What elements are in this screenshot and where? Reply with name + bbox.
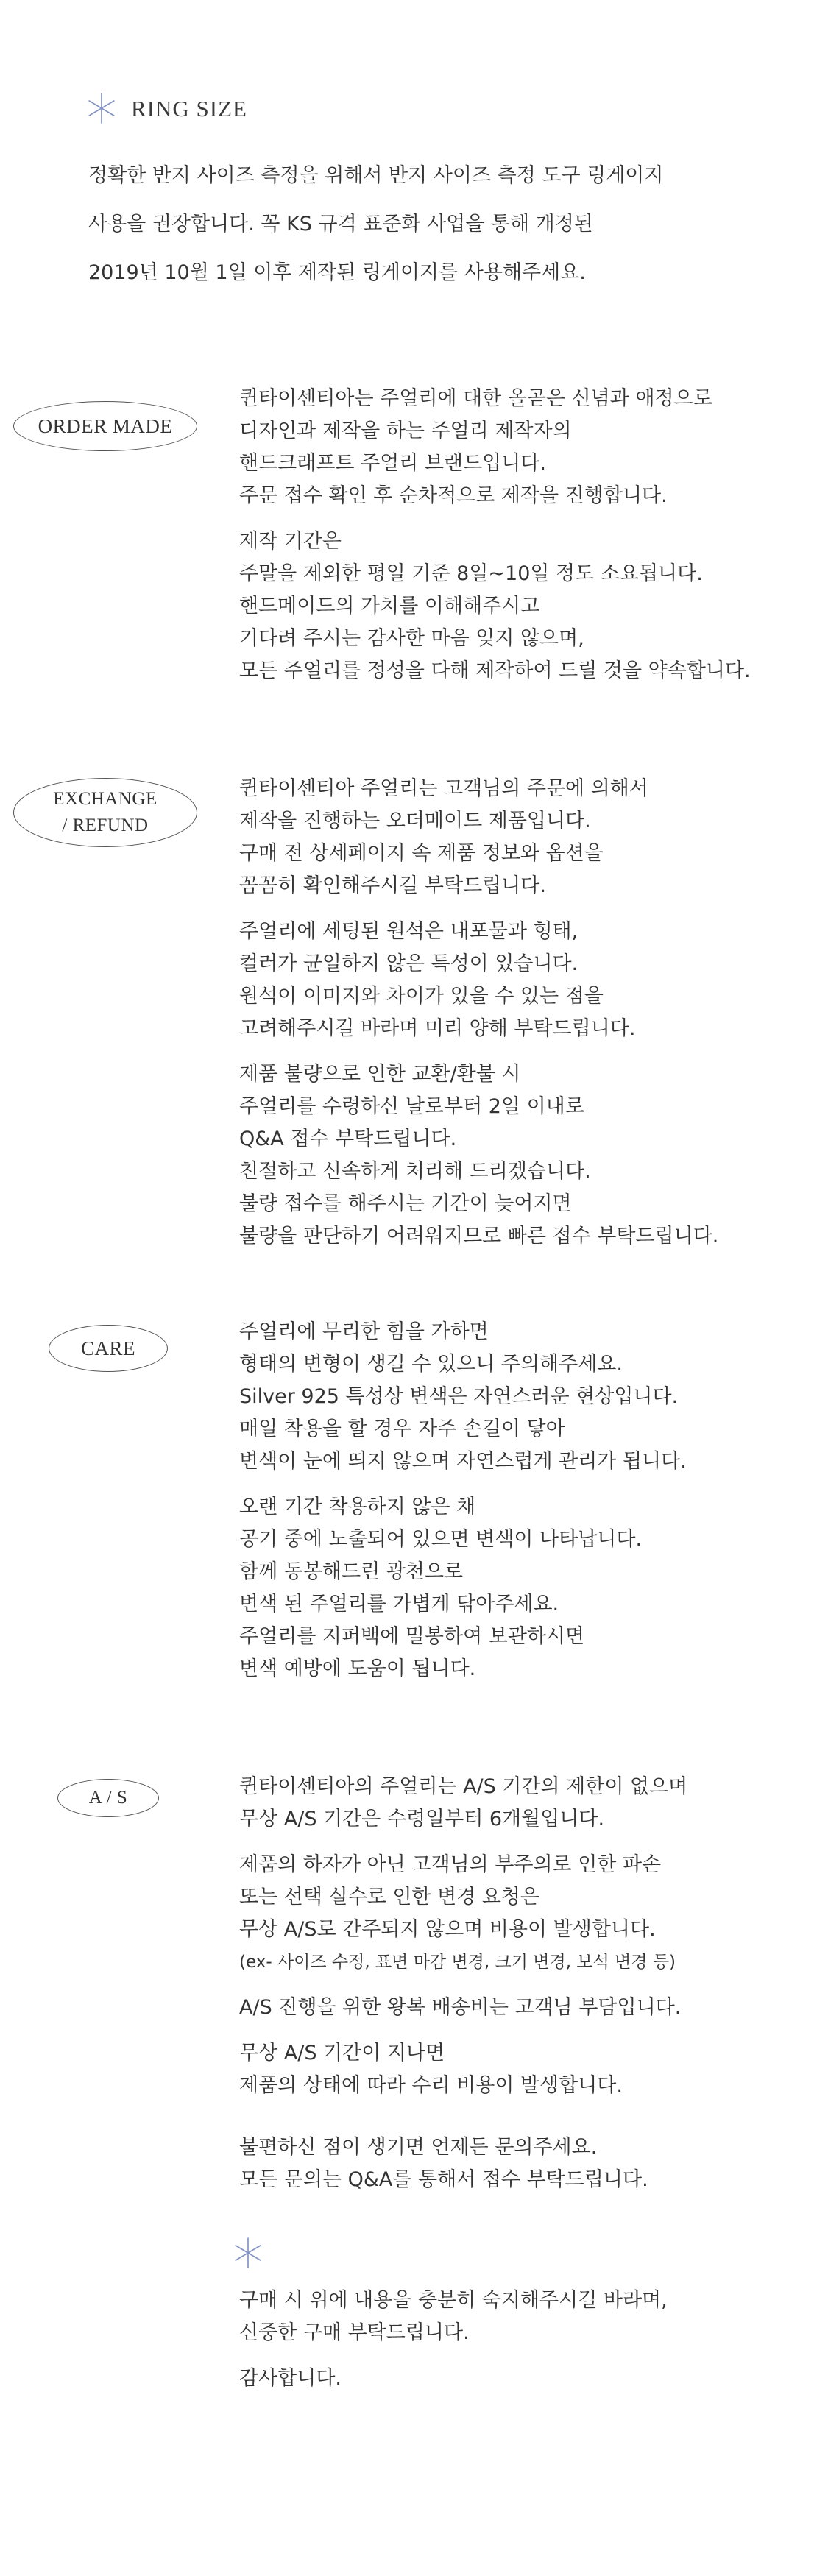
as-paragraph bbox=[239, 1771, 687, 1836]
intro-line: 사용을 권장합니다. 꼭 KS 규격 표준화 사업을 통해 개정된 bbox=[88, 213, 593, 236]
text-line: 매일 착용을 할 경우 자주 손길이 닿아 bbox=[239, 1418, 565, 1440]
exchange-paragraph bbox=[239, 1058, 718, 1253]
text-line: 퀸타이센티아의 주얼리는 A/S 기간의 제한이 없으며 bbox=[239, 1775, 688, 1798]
closing-section bbox=[239, 2285, 668, 2408]
text-line: 고려해주시길 바라며 미리 양해 부탁드립니다. bbox=[239, 1017, 636, 1040]
text-line: Silver 925 특성상 변색은 자연스러운 현상입니다. bbox=[239, 1385, 679, 1408]
text-line: 원석이 이미지와 차이가 있을 수 있는 점을 bbox=[239, 985, 604, 1008]
text-line: 주문 접수 확인 후 순차적으로 제작을 진행합니다. bbox=[239, 484, 668, 507]
text-line: 모든 문의는 Q&A를 통해서 접수 부탁드립니다. bbox=[239, 2168, 648, 2191]
text-line: 무상 A/S 기간은 수령일부터 6개월입니다. bbox=[239, 1808, 605, 1830]
thanks-text: 감사합니다. bbox=[239, 2367, 342, 2390]
text-line: 핸드크래프트 주얼리 브랜드입니다. bbox=[239, 452, 546, 475]
as-label-text: A / S bbox=[88, 1788, 128, 1808]
text-line: 꼼꼼히 확인해주시길 부탁드립니다. bbox=[239, 874, 546, 897]
text-line: 친절하고 신속하게 처리해 드리겠습니다. bbox=[239, 1160, 591, 1183]
text-line: 모든 주얼리를 정성을 다해 제작하여 드릴 것을 약속합니다. bbox=[239, 659, 751, 682]
text-line: 또는 선택 실수로 인한 변경 요청은 bbox=[239, 1886, 540, 1908]
exchange-label-line: EXCHANGE bbox=[53, 789, 158, 809]
closing-paragraph bbox=[239, 2363, 668, 2395]
text-line: 공기 중에 노출되어 있으면 변색이 나타납니다. bbox=[239, 1528, 643, 1551]
order-made-label-text: ORDER MADE bbox=[38, 414, 173, 437]
text-line: 주말을 제외한 평일 기준 8일~10일 정도 소요됩니다. bbox=[239, 562, 703, 585]
intro-line: 정확한 반지 사이즈 측정을 위해서 반지 사이즈 측정 도구 링게이지 bbox=[88, 164, 664, 187]
as-paragraph bbox=[239, 1849, 687, 1978]
text-line: 주얼리에 무리한 힘을 가하면 bbox=[239, 1320, 489, 1343]
text-line: 제작을 진행하는 오더메이드 제품입니다. bbox=[239, 810, 591, 832]
care-paragraph bbox=[239, 1491, 687, 1685]
text-line: 신중한 구매 부탁드립니다. bbox=[239, 2321, 470, 2344]
as-paragraph bbox=[239, 2037, 687, 2102]
ring-size-title: RING SIZE bbox=[131, 96, 247, 121]
text-line: 변색이 눈에 띄지 않으며 자연스럽게 관리가 됩니다. bbox=[239, 1450, 687, 1473]
text-line: 구매 시 위에 내용을 충분히 숙지해주시길 바라며, bbox=[239, 2289, 668, 2312]
care-label-text: CARE bbox=[80, 1337, 135, 1359]
text-line: 핸드메이드의 가치를 이해해주시고 bbox=[239, 595, 540, 618]
text-line: 무상 A/S로 간주되지 않으며 비용이 발생합니다. bbox=[239, 1918, 656, 1941]
text-line: 퀸타이센티아는 주얼리에 대한 올곧은 신념과 애정으로 bbox=[239, 387, 712, 410]
as-section bbox=[239, 1771, 687, 2209]
refund-label-line: / REFUND bbox=[62, 815, 149, 835]
care-label bbox=[49, 1325, 168, 1372]
text-line: 무상 A/S 기간이 지나면 bbox=[239, 2042, 445, 2064]
text-line: Q&A 접수 부탁드립니다. bbox=[239, 1128, 457, 1150]
text-line: 변색 예방에 도움이 됩니다. bbox=[239, 1657, 476, 1680]
care-paragraph bbox=[239, 1316, 687, 1478]
text-line: 주얼리를 지퍼백에 밀봉하여 보관하시면 bbox=[239, 1625, 585, 1648]
text-line: 변색 된 주얼리를 가볍게 닦아주세요. bbox=[239, 1593, 559, 1616]
text-line: 주얼리에 세팅된 원석은 내포물과 형태, bbox=[239, 920, 578, 943]
text-line: 함께 동봉해드린 광천으로 bbox=[239, 1560, 464, 1583]
text-line: 형태의 변형이 생길 수 있으니 주의해주세요. bbox=[239, 1353, 623, 1376]
as-note: (ex- 사이즈 수정, 표면 마감 변경, 크기 변경, 보석 변경 등) bbox=[239, 1953, 676, 1972]
as-paragraph bbox=[239, 2131, 687, 2196]
text-line: 불편하신 점이 생기면 언제든 문의주세요. bbox=[239, 2136, 598, 2159]
closing-paragraph bbox=[239, 2285, 668, 2349]
text-line: 주얼리를 수령하신 날로부터 2일 이내로 bbox=[239, 1095, 584, 1118]
text-line: 제품 불량으로 인한 교환/환불 시 bbox=[239, 1063, 521, 1086]
text-line: 컬러가 균일하지 않은 특성이 있습니다. bbox=[239, 952, 578, 975]
order-made-paragraph bbox=[239, 526, 751, 687]
exchange-refund-section bbox=[239, 773, 718, 1266]
exchange-paragraph bbox=[239, 916, 718, 1045]
text-line: 제품의 하자가 아닌 고객님의 부주의로 인한 파손 bbox=[239, 1853, 662, 1876]
text-line: 구매 전 상세페이지 속 제품 정보와 옵션을 bbox=[239, 842, 604, 865]
text-line: 기다려 주시는 감사한 마음 잊지 않으며, bbox=[239, 627, 584, 650]
exchange-paragraph bbox=[239, 773, 718, 902]
text-line: 퀸타이센티아 주얼리는 고객님의 주문에 의해서 bbox=[239, 777, 648, 800]
text-line: 불량 접수를 해주시는 기간이 늦어지면 bbox=[239, 1192, 572, 1215]
text-line: A/S 진행을 위한 왕복 배송비는 고객님 부담입니다. bbox=[239, 1996, 682, 2019]
as-paragraph bbox=[239, 1992, 687, 2024]
exchange-refund-label bbox=[13, 778, 197, 847]
text-line: 불량을 판단하기 어려워지므로 빠른 접수 부탁드립니다. bbox=[239, 1225, 719, 1248]
as-label bbox=[57, 1779, 159, 1817]
care-section bbox=[239, 1316, 687, 1699]
order-made-paragraph bbox=[239, 383, 751, 512]
sparkle-icon bbox=[233, 2237, 263, 2268]
ring-size-intro bbox=[88, 152, 663, 297]
sparkle-icon bbox=[86, 93, 117, 124]
intro-line: 2019년 10월 1일 이후 제작된 링게이지를 사용해주세요. bbox=[88, 261, 586, 284]
text-line: 디자인과 제작을 하는 주얼리 제작자의 bbox=[239, 420, 572, 442]
order-made-section bbox=[239, 383, 751, 701]
text-line: 제품의 상태에 따라 수리 비용이 발생합니다. bbox=[239, 2074, 623, 2097]
text-line: 오랜 기간 착용하지 않은 채 bbox=[239, 1496, 476, 1518]
text-line: 제작 기간은 bbox=[239, 530, 342, 553]
order-made-label bbox=[13, 401, 197, 451]
